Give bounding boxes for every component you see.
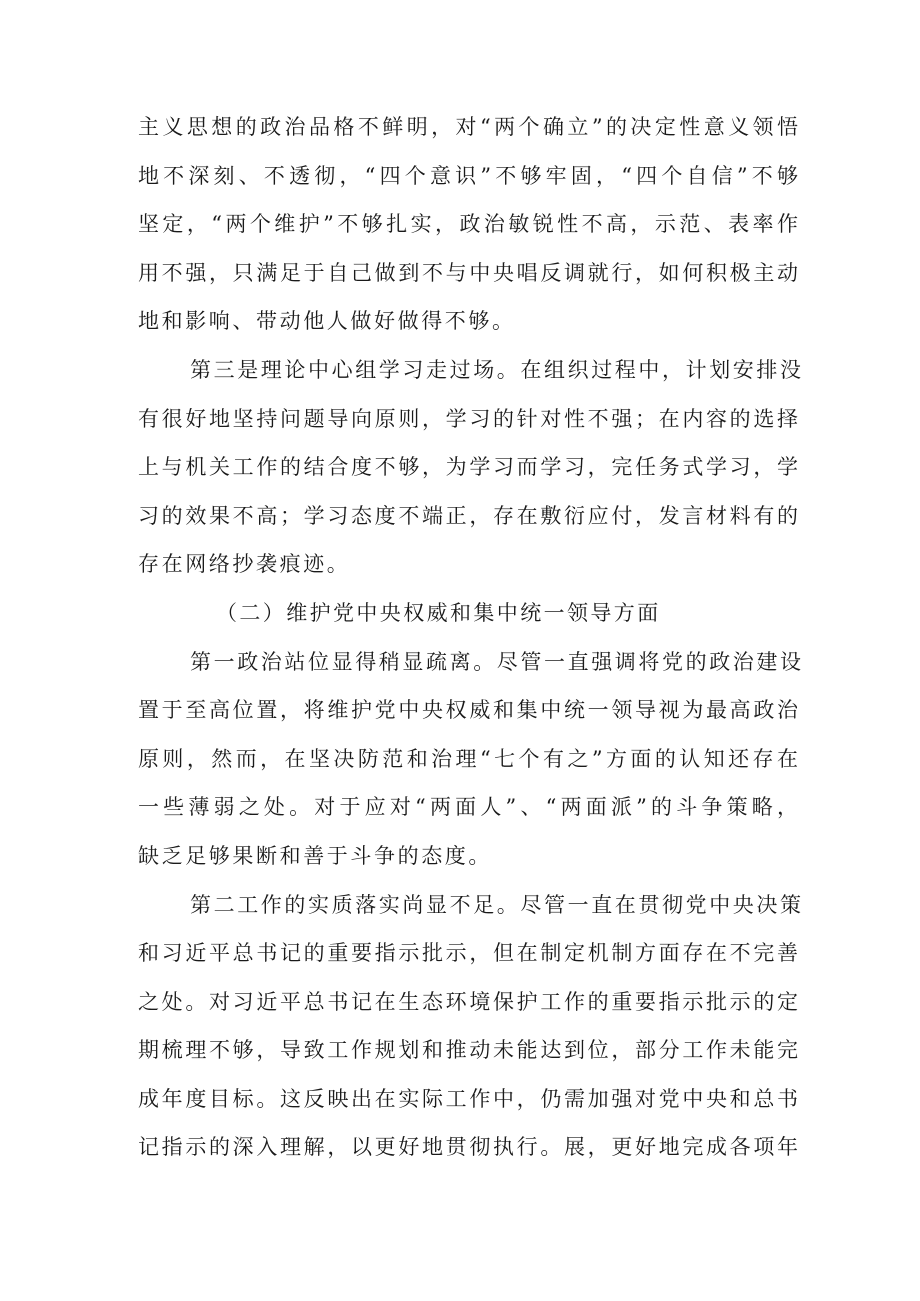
text-line: 之处。对习近平总书记在生态环境保护工作的重要指示批示的定 xyxy=(138,989,798,1014)
text-line: 成年度目标。这反映出在实际工作中，仍需加强对党中央和总书 xyxy=(138,1086,798,1111)
text-line: 坚定，“两个维护”不够扎实，政治敏锐性不高，示范、表率作 xyxy=(138,212,798,237)
text-line: 上与机关工作的结合度不够，为学习而学习，完任务式学习，学 xyxy=(138,455,798,480)
text-line: 和习近平总书记的重要指示批示，但在制定机制方面存在不完善 xyxy=(138,941,798,966)
text-line: 主义思想的政治品格不鲜明，对“两个确立”的决定性意义领悟 xyxy=(138,115,798,139)
paragraph-first-line: 第二工作的实质落实尚显不足。尽管一直在贯彻党中央决策 xyxy=(190,892,804,917)
text-line: 原则，然而，在坚决防范和治理“七个有之”方面的认知还存在 xyxy=(138,746,798,771)
document-body xyxy=(138,103,804,1172)
section-heading: （二）维护党中央权威和集中统一领导方面 xyxy=(216,600,661,625)
text-line: 有很好地坚持问题导向原则，学习的针对性不强；在内容的选择 xyxy=(138,406,798,431)
text-line: 习的效果不高；学习态度不端正，存在敷衍应付，发言材料有的 xyxy=(138,503,798,528)
text-line: 缺乏足够果断和善于斗争的态度。 xyxy=(138,843,492,868)
text-line: 记指示的深入理解，以更好地贯彻执行。展，更好地完成各项年 xyxy=(138,1135,798,1160)
text-line: 存在网络抄袭痕迹。 xyxy=(138,552,351,577)
paragraph-first-line: 第三是理论中心组学习走过场。在组织过程中，计划安排没 xyxy=(190,357,804,382)
paragraph-first-line: 第一政治站位显得稍显疏离。尽管一直强调将党的政治建设 xyxy=(190,649,804,674)
text-line: 用不强，只满足于自己做到不与中央唱反调就行，如何积极主动 xyxy=(138,260,798,285)
text-line: 一些薄弱之处。对于应对“两面人”、“两面派”的斗争策略， xyxy=(138,795,798,820)
text-line: 地不深刻、不透彻，“四个意识”不够牢固，“四个自信”不够 xyxy=(138,163,798,188)
text-line: 地和影响、带动他人做好做得不够。 xyxy=(138,309,516,334)
text-line: 置于至高位置，将维护党中央权威和集中统一领导视为最高政治 xyxy=(138,698,798,723)
text-line: 期梳理不够，导致工作规划和推动未能达到位，部分工作未能完 xyxy=(138,1038,798,1063)
